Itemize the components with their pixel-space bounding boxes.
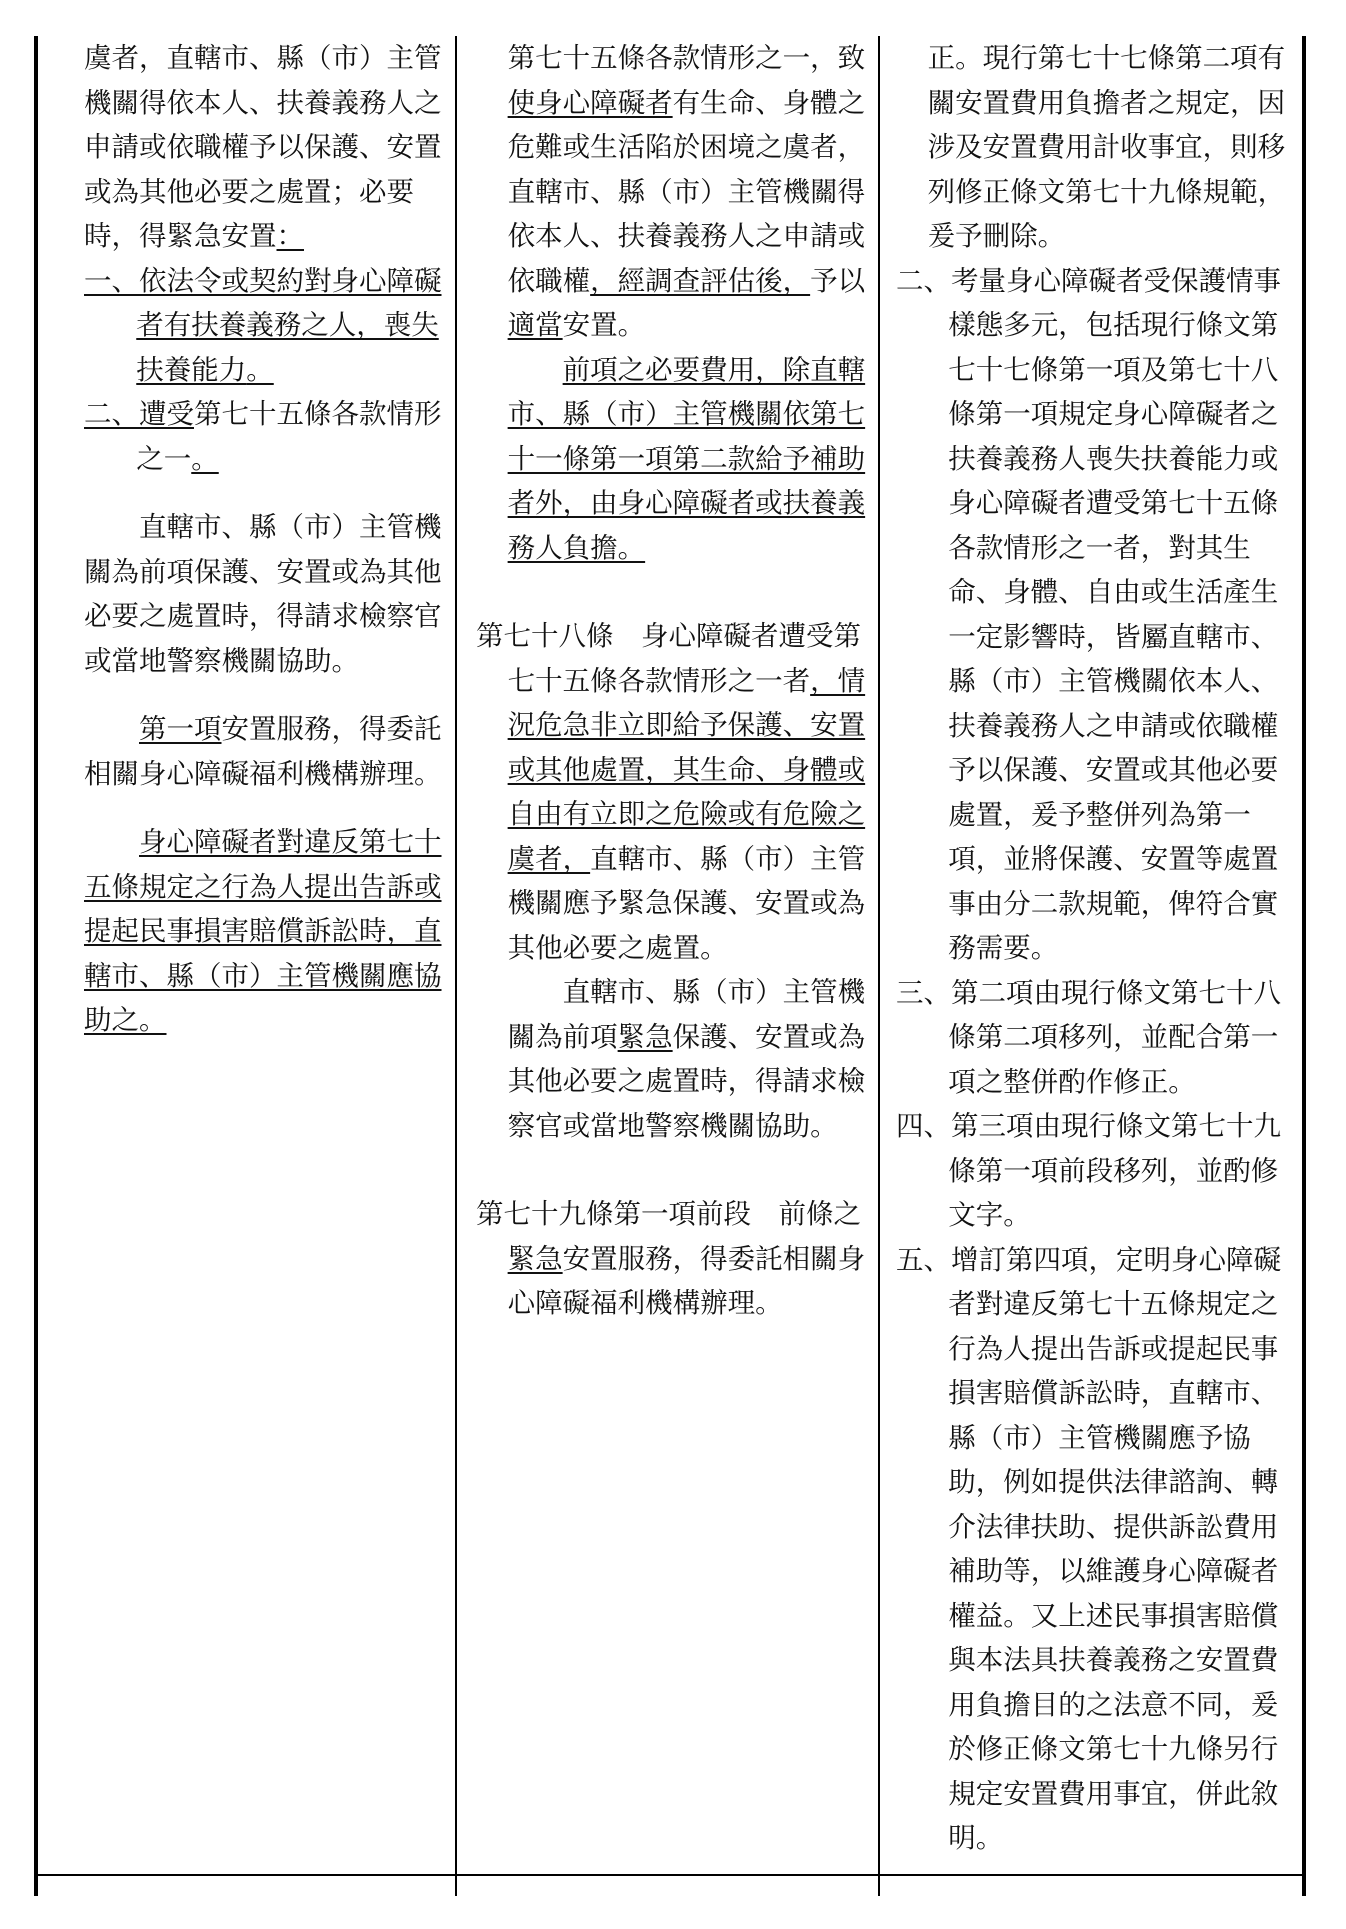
left-item-2: 二、遭受第七十五條各款情形之一。 (84, 398, 442, 475)
left-paragraph-3: 第一項安置服務，得委託相關身心障礙福利機構辦理。 (84, 713, 442, 790)
right-note-5: 五、增訂第四項，定明身心障礙者對違反第七十五條規定之行為人提出告訴或提起民事損害賠償訴訟時，直轄市、縣（市）主管機關應予協助，例如提供法律諮詢、轉介法律扶助、提供訴訟費用補助等，以維護身心障礙者權益。又上述民事損害賠償與本法具扶養義務之安置費用負擔目的之法意不同，爰於修正條文第七十九條另行規定安置費用事宜，併此敘明。 (896, 1243, 1281, 1854)
table-bottom-border (36, 1874, 1306, 1876)
table-border-left (34, 36, 38, 1896)
right-column (896, 36, 1292, 1861)
left-paragraph-4: 身心障礙者對違反第七十五條規定之行為人提出告訴或提起民事損害賠償訴訟時，直轄市、縣（市）主管機關應協助之。 (84, 826, 442, 1036)
column-divider-2 (878, 36, 880, 1896)
middle-column (476, 36, 868, 1326)
right-note-4: 四、第三項由現行條文第七十九條第一項前段移列，並酌修文字。 (896, 1110, 1281, 1231)
column-divider-1 (455, 36, 457, 1896)
left-column (84, 36, 442, 1043)
middle-article-78-para-2: 直轄市、縣（市）主管機關為前項緊急保護、安置或為其他必要之處置時，得請求檢察官或當地警察機關協助。 (507, 976, 866, 1142)
left-paragraph-1: 虞者，直轄市、縣（市）主管機關得依本人、扶養義務人之申請或依職權予以保護、安置或為其他必要之處置；必要時，得緊急安置： (84, 42, 442, 252)
middle-article-79: 第七十九條第一項前段 前條之緊急安置服務，得委託相關身心障礙福利機構辦理。 (476, 1198, 866, 1319)
right-note-2: 二、考量身心障礙者受保護情事樣態多元，包括現行條文第七十七條第一項及第七十八條第一項規定身心障礙者之扶養義務人喪失扶養能力或身心障礙者遭受第七十五條各款情形之一者，對其生命、身體、自由或生活產生一定影響時，皆屬直轄市、縣（市）主管機關依本人、扶養義務人之申請或依職權予以保護、安置或其他必要處置，爰予整併列為第一項，並將保護、安置等處置事由分二款規範，俾符合實務需要。 (896, 264, 1281, 964)
table-border-right (1302, 36, 1306, 1896)
middle-article-78-para-1: 第七十八條 身心障礙者遭受第七十五條各款情形之一者，情況危急非立即給予保護、安置或其他處置，其生命、身體或自由有立即之危險或有危險之虞者，直轄市、縣（市）主管機關應予緊急保護、安置或為其他必要之處置。 (476, 620, 866, 964)
right-note-3: 三、第二項由現行條文第七十八條第二項移列，並配合第一項之整併酌作修正。 (896, 976, 1281, 1098)
left-paragraph-2: 直轄市、縣（市）主管機關為前項保護、安置或為其他必要之處置時，得請求檢察官或當地警察機關協助。 (84, 511, 442, 677)
middle-article-77-para-2: 前項之必要費用，除直轄市、縣（市）主管機關依第七十一條第一項第二款給予補助者外，由身心障礙者或扶養義務人負擔。 (507, 353, 866, 564)
right-note-1-continued: 正。現行第七十七條第二項有關安置費用負擔者之規定，因涉及安置費用計收事宜，則移列修正條文第七十九條規範，爰予刪除。 (927, 42, 1286, 252)
left-item-1: 一、依法令或契約對身心障礙者有扶養義務之人，喪失扶養能力。 (84, 264, 442, 386)
middle-article-77-para-1: 第七十五條各款情形之一，致使身心障礙者有生命、身體之危難或生活陷於困境之虞者，直轄市、縣（市）主管機關得依本人、扶養義務人之申請或依職權，經調查評估後，予以適當安置。 (507, 42, 866, 341)
